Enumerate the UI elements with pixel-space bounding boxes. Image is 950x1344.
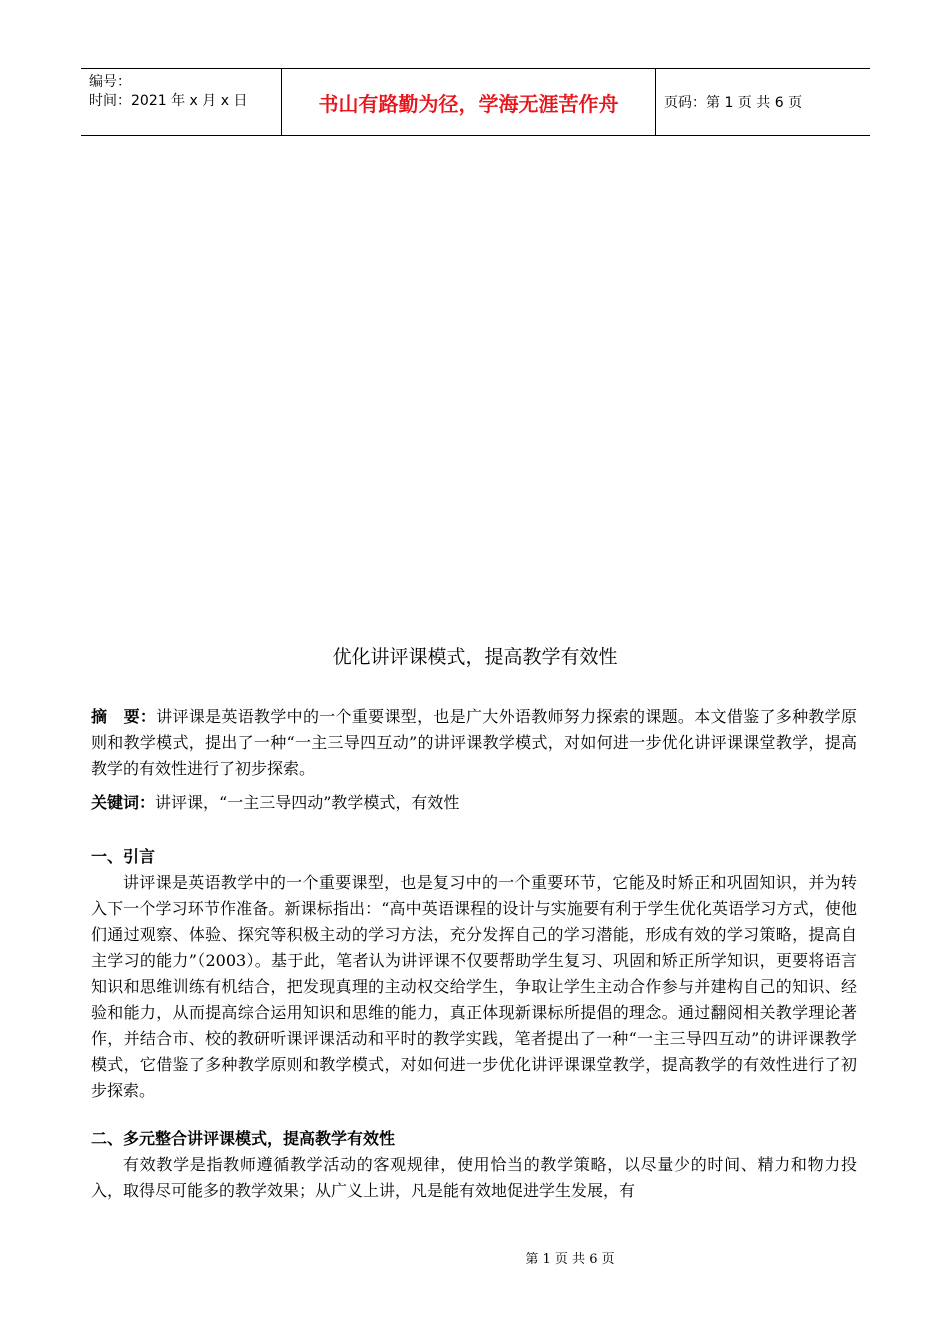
- section2-heading: 二、多元整合讲评课模式，提高教学有效性: [91, 1129, 396, 1148]
- page-footer: 第 1 页 共 6 页: [525, 1252, 615, 1267]
- abstract-label: 摘 要：: [91, 707, 157, 726]
- keywords: [91, 790, 857, 816]
- abstract-text: 讲评课是英语教学中的一个重要课型，也是广大外语教师努力探索的课题。本文借鉴了多种教学原则和教学模式，提出了一种“一主三导四互动”的讲评课教学模式，对如何进一步优化讲评课课堂教学，提高教学的有效性进行了初步探索。: [91, 707, 857, 778]
- section1-heading: 一、引言: [91, 847, 156, 866]
- date-label: 时间：2021 年 x 月 x 日: [89, 93, 248, 109]
- header-left-cell: [81, 69, 281, 135]
- header-table: [81, 68, 870, 136]
- document-title: 优化讲评课模式，提高教学有效性: [332, 646, 618, 668]
- header-motto: 书山有路勤为径，学海无涯苦作舟: [281, 69, 656, 135]
- section1-paragraph: 讲评课是英语教学中的一个重要课型，也是复习中的一个重要环节，它能及时矫正和巩固知识，并为转入下一个学习环节作准备。新课标指出：“高中英语课程的设计与实施要有利于学生优化英语学习方式，使他们通过观察、体验、探究等积极主动的学习方法，充分发挥自己的学习潜能，形成有效的学习策略，提高自主学习的能力”（2003）。基于此，笔者认为讲评课不仅要帮助学生复习、巩固和矫正所学知识，更要将语言知识和思维训练有机结合，把发现真理的主动权交给学生，争取让学生主动合作参与并建构自己的知识、经验和能力，从而提高综合运用知识和思维的能力，真正体现新课标所提倡的理念。通过翻阅相关教学理论著作，并结合市、校的教研听课评课活动和平时的教学实践，笔者提出了一种“一主三导四互动”的讲评课教学模式，它借鉴了多种教学原则和教学模式，对如何进一步优化讲评课课堂教学，提高教学的有效性进行了初步探索。: [91, 873, 857, 1100]
- keywords-label: 关键词：: [91, 793, 156, 812]
- section2-paragraph: 有效教学是指教师遵循教学活动的客观规律，使用恰当的教学策略，以尽量少的时间、精力和物力投入，取得尽可能多的教学效果；从广义上讲，凡是能有效地促进学生发展，有: [91, 1155, 857, 1200]
- keywords-text: 讲评课，“一主三导四动”教学模式，有效性: [155, 793, 460, 812]
- serial-label: 编号：: [89, 74, 131, 90]
- document-body: [91, 704, 857, 1204]
- abstract: [91, 704, 857, 782]
- header-page-info: 页码：第 1 页 共 6 页: [664, 95, 803, 111]
